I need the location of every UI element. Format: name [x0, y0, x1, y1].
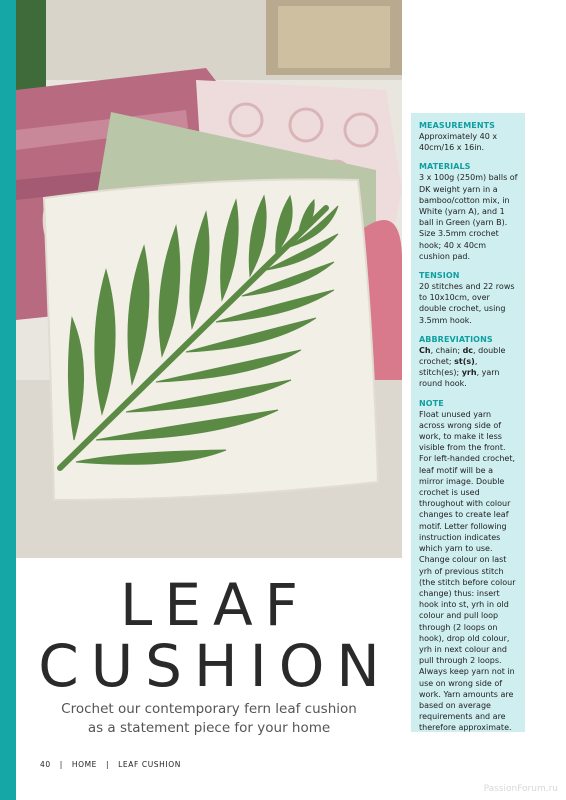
abbreviations-section [419, 335, 519, 390]
article-subtitle [16, 700, 402, 738]
pattern-info-panel [411, 113, 525, 732]
page-number: 40 [40, 760, 51, 769]
note-section [419, 399, 519, 734]
materials-text: 3 x 100g (250m) balls of DK weight yarn in a bamboo/cotton mix, in White (yarn A), and 1 ball in Green (yarn B). Size 3.5mm crochet hook; 40 x 40cm cushion pad. [419, 173, 518, 261]
note-heading: NOTE [419, 398, 444, 408]
abbr-st: st(s) [454, 357, 475, 367]
fern-leaf-cushion-icon [16, 0, 402, 558]
abbr-ch: Ch [419, 345, 431, 355]
tension-section [419, 271, 519, 326]
abbr-ch-def: , chain; [430, 345, 463, 355]
teal-page-edge [0, 0, 16, 800]
abbr-yrh: yrh [461, 368, 477, 378]
tension-heading: TENSION [419, 271, 460, 281]
footer-separator: | [59, 760, 63, 769]
measurements-text: Approximately 40 x 40cm/16 x 16in. [419, 132, 498, 153]
page-footer [40, 760, 187, 769]
subtitle-line2: as a statement piece for your home [87, 720, 331, 736]
article-title-line2: CUSHION [38, 632, 392, 700]
materials-section [419, 162, 519, 262]
materials-heading: MATERIALS [419, 162, 471, 172]
footer-section: HOME [71, 760, 98, 769]
abbr-yrh-def: , yarn round hook. [419, 368, 500, 389]
subtitle-line1: Crochet our contemporary fern leaf cushion [61, 701, 357, 717]
note-text: Float unused yarn across wrong side of work, to make it less visible from the front. For left-handed crochet, leaf motif will be a mirror image. Double crochet is used throughout with colour changes to create leaf motif. Letter following instruction indicates which yarn to use. Change colour on last yrh of previous stitch (the stitch before colour change) thus: insert hook into st, yrh in old colour and pull loop through (2 loops on hook), drop old colour, yrh in next colour and pull through 2 loops. Always keep yarn not in use on wrong side of work. Yarn amounts are based on average requirements and are therefore approximate. [419, 409, 516, 733]
measurements-section [419, 121, 519, 153]
cushion-photo [16, 0, 402, 558]
abbreviations-heading: ABBREVIATIONS [419, 334, 493, 344]
abbr-dc: dc [462, 345, 474, 355]
tension-text: 20 stitches and 22 rows to 10x10cm, over double crochet, using 3.5mm hook. [419, 282, 515, 325]
footer-article: LEAF CUSHION [118, 760, 181, 769]
article-title-line1: LEAF [120, 571, 310, 639]
watermark: PassionForum.ru [483, 784, 558, 794]
abbr-dc-def: , double crochet; [419, 345, 506, 367]
measurements-heading: MEASUREMENTS [419, 121, 496, 130]
abbreviations-text [419, 345, 519, 390]
footer-separator: | [106, 760, 110, 769]
abbr-st-def: , stitch(es); [419, 357, 478, 378]
